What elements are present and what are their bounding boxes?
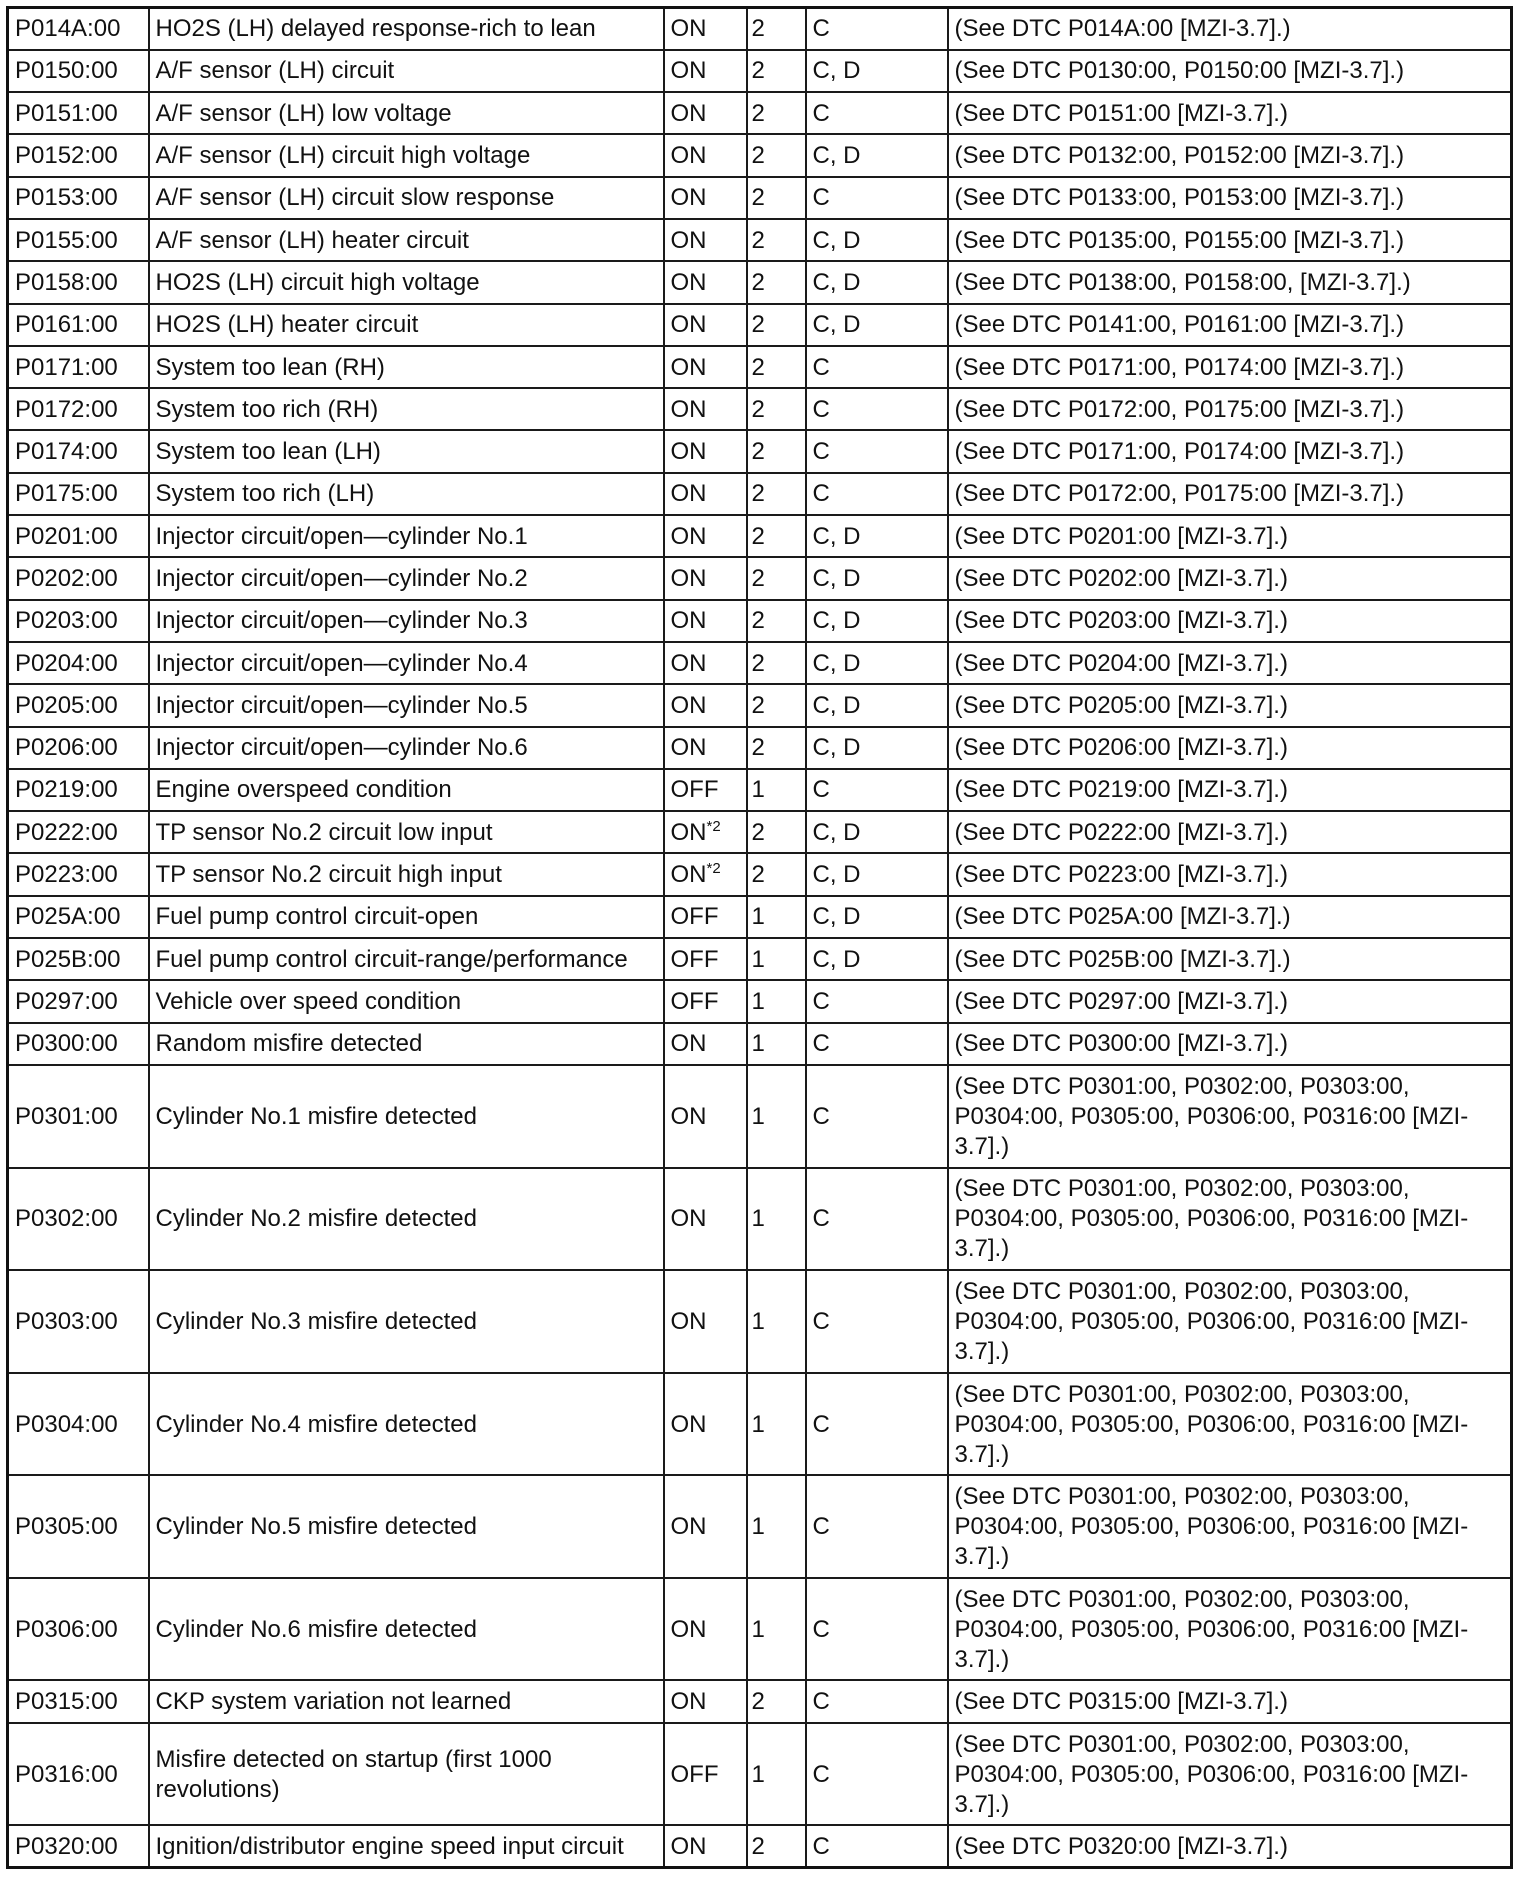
dtc-code-cell: P0201:00	[8, 515, 149, 557]
mil-status-value: ON	[670, 480, 707, 508]
dtc-code-cell: P014A:00	[8, 8, 149, 50]
reference-cell: (See DTC P0301:00, P0302:00, P0303:00, P0304:00, P0305:00, P0306:00, P0316:00 [MZI-3.7].)	[948, 1578, 1512, 1681]
table-row	[8, 50, 1512, 92]
dtc-code-cell: P0222:00	[8, 811, 149, 853]
reference-cell: (See DTC P0172:00, P0175:00 [MZI-3.7].)	[948, 388, 1512, 430]
mil-status-cell	[664, 1680, 747, 1722]
dtc-description-cell: HO2S (LH) heater circuit	[149, 304, 664, 346]
table-row	[8, 8, 1512, 50]
table-row	[8, 261, 1512, 303]
mil-status-cell	[664, 515, 747, 557]
dtc-description-cell: HO2S (LH) delayed response-rich to lean	[149, 8, 664, 50]
dtc-description-cell: Cylinder No.4 misfire detected	[149, 1373, 664, 1476]
mil-status-cell	[664, 388, 747, 430]
monitor-item-cell: C	[806, 430, 948, 472]
table-row	[8, 388, 1512, 430]
mil-status-value: ON	[670, 818, 707, 846]
reference-cell: (See DTC P0297:00 [MZI-3.7].)	[948, 980, 1512, 1022]
drive-cycle-cell: 1	[747, 1475, 806, 1578]
dtc-table-container	[6, 6, 1513, 1869]
dtc-code-cell: P0203:00	[8, 600, 149, 642]
reference-cell: (See DTC P0315:00 [MZI-3.7].)	[948, 1680, 1512, 1722]
reference-cell: (See DTC P0301:00, P0302:00, P0303:00, P0304:00, P0305:00, P0306:00, P0316:00 [MZI-3.7].)	[948, 1373, 1512, 1476]
reference-cell: (See DTC P0171:00, P0174:00 [MZI-3.7].)	[948, 346, 1512, 388]
table-row	[8, 430, 1512, 472]
reference-cell: (See DTC P0301:00, P0302:00, P0303:00, P0304:00, P0305:00, P0306:00, P0316:00 [MZI-3.7].)	[948, 1270, 1512, 1373]
monitor-item-cell: C	[806, 388, 948, 430]
dtc-description-cell: Vehicle over speed condition	[149, 980, 664, 1022]
mil-status-value: ON	[670, 565, 707, 592]
dtc-code-cell: P0204:00	[8, 642, 149, 684]
reference-cell: (See DTC P0133:00, P0153:00 [MZI-3.7].)	[948, 177, 1512, 219]
table-row	[8, 811, 1512, 853]
mil-status-cell	[664, 980, 747, 1022]
drive-cycle-cell: 2	[747, 346, 806, 388]
reference-cell: (See DTC P0300:00 [MZI-3.7].)	[948, 1023, 1512, 1065]
mil-status-value: OFF	[670, 903, 719, 931]
mil-status-value: ON	[670, 311, 707, 339]
reference-cell: (See DTC P0301:00, P0302:00, P0303:00, P0304:00, P0305:00, P0306:00, P0316:00 [MZI-3.7].)	[948, 1065, 1512, 1168]
dtc-description-cell: Injector circuit/open—cylinder No.5	[149, 684, 664, 726]
mil-status-value: ON	[670, 57, 707, 85]
monitor-item-cell: C, D	[806, 304, 948, 346]
mil-status-cell	[664, 896, 747, 938]
dtc-code-cell: P0300:00	[8, 1023, 149, 1065]
mil-status-value: ON	[670, 1832, 707, 1860]
table-row	[8, 1680, 1512, 1722]
table-row	[8, 515, 1512, 557]
dtc-code-cell: P0223:00	[8, 853, 149, 895]
dtc-description-cell: Injector circuit/open—cylinder No.4	[149, 642, 664, 684]
drive-cycle-cell: 2	[747, 134, 806, 176]
drive-cycle-cell: 2	[747, 1680, 806, 1722]
reference-cell: (See DTC P0172:00, P0175:00 [MZI-3.7].)	[948, 473, 1512, 515]
mil-status-value: ON	[670, 395, 707, 423]
drive-cycle-cell: 1	[747, 938, 806, 980]
monitor-item-cell: C, D	[806, 600, 948, 642]
mil-status-value: ON	[670, 1513, 707, 1541]
mil-footnote-mark: *2	[706, 860, 721, 878]
drive-cycle-cell: 2	[747, 8, 806, 50]
table-row	[8, 92, 1512, 134]
dtc-description-cell: A/F sensor (LH) heater circuit	[149, 219, 664, 261]
dtc-table-body	[8, 8, 1512, 1868]
dtc-code-cell: P0320:00	[8, 1825, 149, 1867]
mil-status-value: ON	[670, 1615, 707, 1643]
dtc-code-cell: P0171:00	[8, 346, 149, 388]
monitor-item-cell: C, D	[806, 938, 948, 980]
mil-status-cell	[664, 600, 747, 642]
monitor-item-cell: C	[806, 1270, 948, 1373]
mil-status-value: ON	[670, 1307, 707, 1335]
reference-cell: (See DTC P0205:00 [MZI-3.7].)	[948, 684, 1512, 726]
table-row	[8, 557, 1512, 599]
dtc-description-cell: System too rich (RH)	[149, 388, 664, 430]
mil-status-value: ON	[670, 353, 707, 381]
table-row	[8, 980, 1512, 1022]
reference-cell: (See DTC P0219:00 [MZI-3.7].)	[948, 769, 1512, 811]
drive-cycle-cell: 1	[747, 1270, 806, 1373]
monitor-item-cell: C, D	[806, 515, 948, 557]
mil-status-value: ON	[670, 691, 707, 719]
monitor-item-cell: C, D	[806, 896, 948, 938]
mil-status-cell	[664, 134, 747, 176]
reference-cell: (See DTC P025B:00 [MZI-3.7].)	[948, 938, 1512, 980]
monitor-item-cell: C	[806, 177, 948, 219]
monitor-item-cell: C	[806, 1578, 948, 1681]
table-row	[8, 473, 1512, 515]
mil-status-cell	[664, 769, 747, 811]
monitor-item-cell: C, D	[806, 50, 948, 92]
mil-status-cell	[664, 684, 747, 726]
dtc-code-cell: P025A:00	[8, 896, 149, 938]
drive-cycle-cell: 2	[747, 853, 806, 895]
monitor-item-cell: C	[806, 1680, 948, 1722]
mil-status-value: ON	[670, 142, 707, 170]
mil-status-cell	[664, 261, 747, 303]
monitor-item-cell: C, D	[806, 557, 948, 599]
drive-cycle-cell: 2	[747, 1825, 806, 1867]
dtc-description-cell: System too lean (RH)	[149, 346, 664, 388]
drive-cycle-cell: 1	[747, 896, 806, 938]
monitor-item-cell: C, D	[806, 261, 948, 303]
monitor-item-cell: C	[806, 1168, 948, 1271]
dtc-code-cell: P0219:00	[8, 769, 149, 811]
drive-cycle-cell: 2	[747, 304, 806, 346]
drive-cycle-cell: 2	[747, 811, 806, 853]
table-row	[8, 600, 1512, 642]
mil-status-value: ON	[670, 522, 707, 550]
table-row	[8, 1825, 1512, 1867]
mil-status-cell	[664, 557, 747, 599]
dtc-description-cell: Misfire detected on startup (first 1000 revolutions)	[149, 1723, 664, 1826]
table-row	[8, 1168, 1512, 1271]
monitor-item-cell: C, D	[806, 219, 948, 261]
dtc-description-cell: CKP system variation not learned	[149, 1680, 664, 1722]
monitor-item-cell: C, D	[806, 642, 948, 684]
dtc-code-cell: P0302:00	[8, 1168, 149, 1271]
reference-cell: (See DTC P0223:00 [MZI-3.7].)	[948, 853, 1512, 895]
drive-cycle-cell: 2	[747, 50, 806, 92]
drive-cycle-cell: 1	[747, 1023, 806, 1065]
dtc-code-cell: P0306:00	[8, 1578, 149, 1681]
mil-status-value: ON	[670, 226, 707, 254]
drive-cycle-cell: 2	[747, 642, 806, 684]
dtc-description-cell: Cylinder No.3 misfire detected	[149, 1270, 664, 1373]
monitor-item-cell: C	[806, 769, 948, 811]
monitor-item-cell: C	[806, 346, 948, 388]
dtc-code-cell: P0206:00	[8, 727, 149, 769]
monitor-item-cell: C	[806, 8, 948, 50]
dtc-code-cell: P0305:00	[8, 1475, 149, 1578]
reference-cell: (See DTC P0301:00, P0302:00, P0303:00, P0304:00, P0305:00, P0306:00, P0316:00 [MZI-3.7].)	[948, 1475, 1512, 1578]
mil-status-value: ON	[670, 268, 707, 296]
table-row	[8, 346, 1512, 388]
table-row	[8, 177, 1512, 219]
reference-cell: (See DTC P025A:00 [MZI-3.7].)	[948, 896, 1512, 938]
mil-status-value: ON	[670, 1410, 707, 1438]
mil-status-value: OFF	[670, 776, 719, 804]
mil-status-cell	[664, 1578, 747, 1681]
mil-status-value: ON	[670, 607, 707, 635]
mil-status-value: ON	[670, 1102, 707, 1130]
dtc-description-cell: A/F sensor (LH) circuit high voltage	[149, 134, 664, 176]
monitor-item-cell: C	[806, 1023, 948, 1065]
drive-cycle-cell: 1	[747, 980, 806, 1022]
dtc-description-cell: A/F sensor (LH) circuit slow response	[149, 177, 664, 219]
dtc-code-cell: P0175:00	[8, 473, 149, 515]
dtc-description-cell: Injector circuit/open—cylinder No.2	[149, 557, 664, 599]
dtc-description-cell: Injector circuit/open—cylinder No.6	[149, 727, 664, 769]
table-row	[8, 219, 1512, 261]
mil-status-value: ON	[670, 861, 707, 889]
drive-cycle-cell: 2	[747, 600, 806, 642]
dtc-description-cell: Ignition/distributor engine speed input circuit	[149, 1825, 664, 1867]
mil-status-value: ON	[670, 438, 707, 466]
table-row	[8, 1373, 1512, 1476]
mil-status-value: ON	[670, 649, 707, 677]
reference-cell: (See DTC P0171:00, P0174:00 [MZI-3.7].)	[948, 430, 1512, 472]
dtc-code-cell: P0153:00	[8, 177, 149, 219]
dtc-code-cell: P0316:00	[8, 1723, 149, 1826]
mil-status-cell	[664, 8, 747, 50]
dtc-description-cell: System too rich (LH)	[149, 473, 664, 515]
mil-status-value: ON	[670, 1205, 707, 1233]
table-row	[8, 1578, 1512, 1681]
reference-cell: (See DTC P0202:00 [MZI-3.7].)	[948, 557, 1512, 599]
table-row	[8, 684, 1512, 726]
table-row	[8, 1270, 1512, 1373]
drive-cycle-cell: 2	[747, 473, 806, 515]
drive-cycle-cell: 2	[747, 219, 806, 261]
dtc-description-cell: Cylinder No.6 misfire detected	[149, 1578, 664, 1681]
table-row	[8, 1475, 1512, 1578]
dtc-description-cell: A/F sensor (LH) circuit	[149, 50, 664, 92]
reference-cell: (See DTC P0138:00, P0158:00, [MZI-3.7].)	[948, 261, 1512, 303]
table-row	[8, 1723, 1512, 1826]
drive-cycle-cell: 1	[747, 1168, 806, 1271]
reference-cell: (See DTC P0206:00 [MZI-3.7].)	[948, 727, 1512, 769]
drive-cycle-cell: 2	[747, 92, 806, 134]
reference-cell: (See DTC P0151:00 [MZI-3.7].)	[948, 92, 1512, 134]
monitor-item-cell: C	[806, 1065, 948, 1168]
mil-status-value: ON	[670, 1688, 707, 1716]
reference-cell: (See DTC P0141:00, P0161:00 [MZI-3.7].)	[948, 304, 1512, 346]
dtc-code-cell: P0150:00	[8, 50, 149, 92]
monitor-item-cell: C, D	[806, 811, 948, 853]
dtc-code-cell: P0152:00	[8, 134, 149, 176]
dtc-code-cell: P0202:00	[8, 557, 149, 599]
mil-status-cell	[664, 1475, 747, 1578]
mil-status-cell	[664, 938, 747, 980]
table-row	[8, 727, 1512, 769]
dtc-description-cell: Engine overspeed condition	[149, 769, 664, 811]
reference-cell: (See DTC P0203:00 [MZI-3.7].)	[948, 600, 1512, 642]
dtc-description-cell: Cylinder No.2 misfire detected	[149, 1168, 664, 1271]
monitor-item-cell: C	[806, 1373, 948, 1476]
drive-cycle-cell: 1	[747, 1373, 806, 1476]
mil-status-value: ON	[670, 15, 707, 43]
monitor-item-cell: C	[806, 1723, 948, 1826]
mil-status-cell	[664, 811, 747, 853]
monitor-item-cell: C, D	[806, 853, 948, 895]
dtc-code-cell: P0205:00	[8, 684, 149, 726]
monitor-item-cell: C, D	[806, 684, 948, 726]
mil-status-cell	[664, 430, 747, 472]
dtc-description-cell: Injector circuit/open—cylinder No.1	[149, 515, 664, 557]
table-row	[8, 853, 1512, 895]
mil-status-value: ON	[670, 1030, 707, 1058]
dtc-code-cell: P0315:00	[8, 1680, 149, 1722]
mil-status-cell	[664, 219, 747, 261]
drive-cycle-cell: 1	[747, 1065, 806, 1168]
table-row	[8, 134, 1512, 176]
dtc-table	[6, 6, 1513, 1869]
mil-status-value: OFF	[670, 1760, 719, 1788]
monitor-item-cell: C	[806, 473, 948, 515]
drive-cycle-cell: 2	[747, 430, 806, 472]
dtc-code-cell: P0304:00	[8, 1373, 149, 1476]
mil-status-cell	[664, 1065, 747, 1168]
dtc-description-cell: HO2S (LH) circuit high voltage	[149, 261, 664, 303]
monitor-item-cell: C	[806, 980, 948, 1022]
dtc-code-cell: P0301:00	[8, 1065, 149, 1168]
dtc-description-cell: TP sensor No.2 circuit low input	[149, 811, 664, 853]
mil-status-value: OFF	[670, 987, 719, 1015]
monitor-item-cell: C, D	[806, 727, 948, 769]
mil-status-cell	[664, 1023, 747, 1065]
monitor-item-cell: C, D	[806, 134, 948, 176]
dtc-code-cell: P0155:00	[8, 219, 149, 261]
dtc-description-cell: Cylinder No.1 misfire detected	[149, 1065, 664, 1168]
mil-status-value: ON	[670, 734, 707, 762]
mil-status-cell	[664, 346, 747, 388]
monitor-item-cell: C	[806, 1825, 948, 1867]
mil-status-cell	[664, 177, 747, 219]
mil-status-value: ON	[670, 99, 707, 127]
reference-cell: (See DTC P014A:00 [MZI-3.7].)	[948, 8, 1512, 50]
reference-cell: (See DTC P0222:00 [MZI-3.7].)	[948, 811, 1512, 853]
mil-footnote-mark: *2	[706, 817, 721, 835]
mil-status-cell	[664, 304, 747, 346]
dtc-code-cell: P0161:00	[8, 304, 149, 346]
reference-cell: (See DTC P0132:00, P0152:00 [MZI-3.7].)	[948, 134, 1512, 176]
dtc-description-cell: Fuel pump control circuit-open	[149, 896, 664, 938]
drive-cycle-cell: 1	[747, 769, 806, 811]
mil-status-cell	[664, 1168, 747, 1271]
mil-status-cell	[664, 473, 747, 515]
mil-status-cell	[664, 727, 747, 769]
drive-cycle-cell: 1	[747, 1578, 806, 1681]
reference-cell: (See DTC P0301:00, P0302:00, P0303:00, P0304:00, P0305:00, P0306:00, P0316:00 [MZI-3.7].)	[948, 1168, 1512, 1271]
dtc-description-cell: Injector circuit/open—cylinder No.3	[149, 600, 664, 642]
reference-cell: (See DTC P0135:00, P0155:00 [MZI-3.7].)	[948, 219, 1512, 261]
mil-status-cell	[664, 92, 747, 134]
mil-status-cell	[664, 853, 747, 895]
dtc-code-cell: P025B:00	[8, 938, 149, 980]
monitor-item-cell: C	[806, 92, 948, 134]
mil-status-value: OFF	[670, 945, 719, 973]
dtc-description-cell: A/F sensor (LH) low voltage	[149, 92, 664, 134]
reference-cell: (See DTC P0201:00 [MZI-3.7].)	[948, 515, 1512, 557]
monitor-item-cell: C	[806, 1475, 948, 1578]
table-row	[8, 769, 1512, 811]
dtc-description-cell: Random misfire detected	[149, 1023, 664, 1065]
table-row	[8, 1065, 1512, 1168]
mil-status-cell	[664, 1825, 747, 1867]
mil-status-cell	[664, 50, 747, 92]
dtc-code-cell: P0303:00	[8, 1270, 149, 1373]
reference-cell: (See DTC P0320:00 [MZI-3.7].)	[948, 1825, 1512, 1867]
dtc-description-cell: TP sensor No.2 circuit high input	[149, 853, 664, 895]
mil-status-value: ON	[670, 184, 707, 212]
table-row	[8, 642, 1512, 684]
drive-cycle-cell: 2	[747, 557, 806, 599]
drive-cycle-cell: 2	[747, 388, 806, 430]
dtc-code-cell: P0172:00	[8, 388, 149, 430]
reference-cell: (See DTC P0204:00 [MZI-3.7].)	[948, 642, 1512, 684]
mil-status-cell	[664, 642, 747, 684]
dtc-description-cell: Cylinder No.5 misfire detected	[149, 1475, 664, 1578]
dtc-code-cell: P0174:00	[8, 430, 149, 472]
drive-cycle-cell: 2	[747, 515, 806, 557]
mil-status-cell	[664, 1723, 747, 1826]
drive-cycle-cell: 2	[747, 261, 806, 303]
reference-cell: (See DTC P0130:00, P0150:00 [MZI-3.7].)	[948, 50, 1512, 92]
table-row	[8, 304, 1512, 346]
table-row	[8, 1023, 1512, 1065]
drive-cycle-cell: 2	[747, 684, 806, 726]
drive-cycle-cell: 2	[747, 177, 806, 219]
dtc-description-cell: System too lean (LH)	[149, 430, 664, 472]
drive-cycle-cell: 2	[747, 727, 806, 769]
dtc-code-cell: P0158:00	[8, 261, 149, 303]
table-row	[8, 938, 1512, 980]
dtc-code-cell: P0297:00	[8, 980, 149, 1022]
dtc-code-cell: P0151:00	[8, 92, 149, 134]
mil-status-cell	[664, 1373, 747, 1476]
mil-status-cell	[664, 1270, 747, 1373]
dtc-description-cell: Fuel pump control circuit-range/performance	[149, 938, 664, 980]
reference-cell: (See DTC P0301:00, P0302:00, P0303:00, P0304:00, P0305:00, P0306:00, P0316:00 [MZI-3.7].)	[948, 1723, 1512, 1826]
table-row	[8, 896, 1512, 938]
drive-cycle-cell: 1	[747, 1723, 806, 1826]
